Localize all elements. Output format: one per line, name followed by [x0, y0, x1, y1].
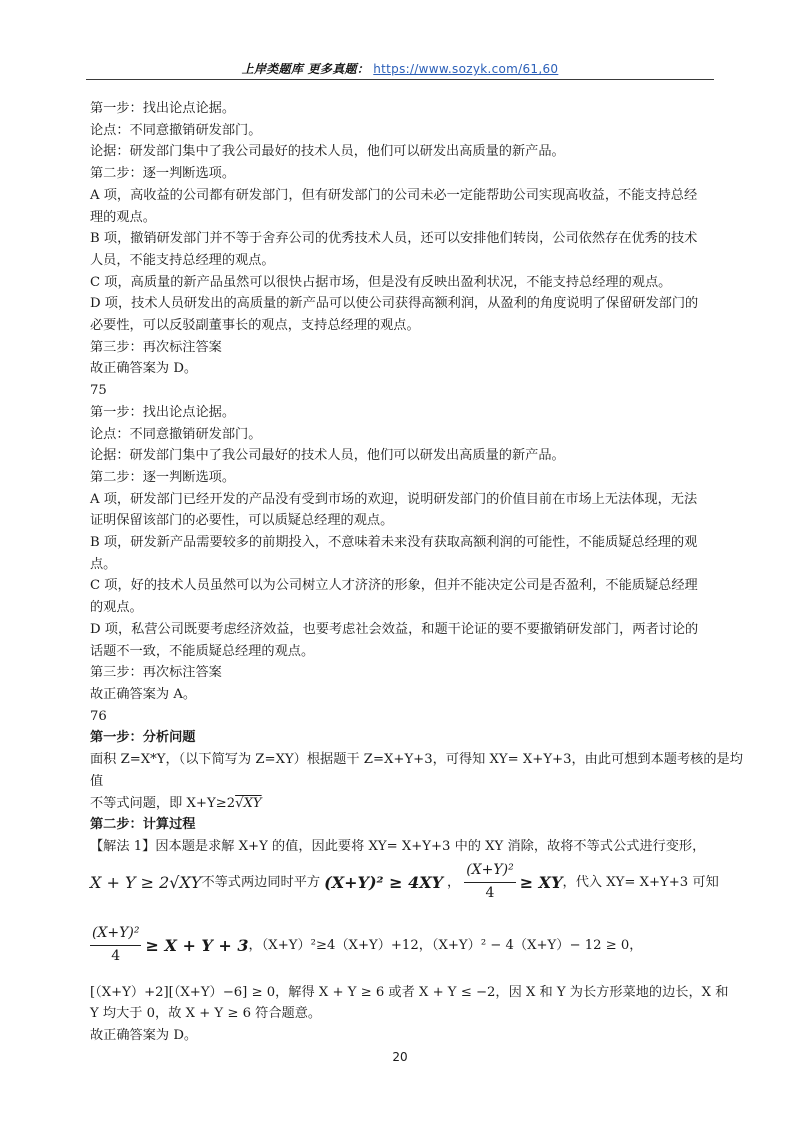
inequality-lhs: X + Y ≥ 2√XY — [90, 872, 202, 892]
option-a-cont: 理的观点。 — [90, 209, 156, 225]
math-line-1: X + Y ≥ 2√XY 不等式两边同时平方 (X+Y)² ≥ 4XY ， $\frac{\text{(X+Y)²}}{4}$ ≥ XY ，代入 XY= X+Y+3 可知 — [90, 860, 746, 906]
step-2: 第二步：逐一判断选项。 — [90, 469, 236, 485]
expansion-text: ，（X+Y）²≥4（X+Y）+12，（X+Y）² − 4（X+Y）− 12 ≥ 0， — [248, 937, 643, 953]
step-2: 第二步：逐一判断选项。 — [90, 166, 236, 182]
fraction-2-rhs: ≥ X + Y + 3 — [145, 935, 249, 955]
option-c: C 项，高质量的新产品虽然可以很快占据市场，但是没有反映出盈利状况，不能支持总经理的观点。 — [90, 274, 672, 290]
square-both-text: 不等式两边同时平方 — [201, 874, 321, 890]
fraction-1-numerator: (X+Y)² — [464, 860, 515, 883]
fraction-2 — [90, 923, 141, 967]
step-3: 第三步：再次标注答案 — [90, 665, 222, 681]
option-b: B 项，研发新产品需要较多的前期投入，不意味着未来没有获取高额利润的可能性，不能质疑总经理的观 — [90, 535, 698, 551]
thesis: 论点：不同意撤销研发部门。 — [90, 426, 262, 442]
option-c: C 项，好的技术人员虽然可以为公司树立人才济济的形象，但并不能决定公司是否盈利，不能质疑总经理 — [90, 578, 698, 594]
analysis-line-1: 面积 Z=X*Y，（以下简写为 Z=XY）根据题干 Z=X+Y+3，可得知 XY= X+Y+3，由此可想到本题考核的是均值 — [90, 752, 743, 789]
fraction-2-denominator: 4 — [111, 948, 121, 965]
option-a-cont: 证明保留该部门的必要性，可以质疑总经理的观点。 — [90, 513, 394, 529]
option-b-cont: 人员，不能支持总经理的观点。 — [90, 252, 275, 268]
header-brand: 上岸类题库 更多真题： — [241, 62, 370, 76]
factor-line: [（X+Y）+2][（X+Y）−6] ≥ 0，解得 X + Y ≥ 6 或者 X + Y ≤ −2，因 X 和 Y 为长方形菜地的边长，X 和 — [90, 984, 729, 1000]
step-2-heading: 第二步：计算过程 — [90, 817, 196, 833]
document-body — [90, 98, 746, 1047]
option-a: A 项，高收益的公司都有研发部门，但有研发部门的公司未必一定能帮助公司实现高收益，不能支持总经 — [90, 187, 698, 203]
page-number: 20 — [392, 1050, 408, 1064]
thesis: 论点：不同意撤销研发部门。 — [90, 122, 262, 138]
answer: 故正确答案为 D。 — [90, 361, 198, 377]
math-line-2 — [90, 914, 746, 978]
squared-inequality: (X+Y)² ≥ 4XY — [324, 872, 444, 892]
analysis-text: 不等式问题，即 X+Y≥2 — [90, 795, 236, 811]
page-header — [0, 60, 800, 77]
answer: 故正确答案为 A。 — [90, 686, 197, 702]
option-d-cont: 话题不一致，不能质疑总经理的观点。 — [90, 643, 315, 659]
sqrt-xy: √XY — [235, 795, 262, 811]
step-1: 第一步：找出论点论据。 — [90, 404, 236, 420]
step-1: 第一步：找出论点论据。 — [90, 101, 236, 116]
fraction-2-numerator: (X+Y)² — [90, 923, 141, 946]
answer: 故正确答案为 D。 — [90, 1028, 198, 1044]
question-number: 76 — [90, 708, 107, 724]
fraction-1 — [464, 860, 515, 904]
argument: 论据：研发部门集中了我公司最好的技术人员，他们可以研发出高质量的新产品。 — [90, 144, 565, 160]
header-link[interactable]: https://www.sozyk.com/61,60 — [373, 62, 559, 76]
analysis-line-2 — [90, 793, 746, 815]
step-3: 第三步：再次标注答案 — [90, 339, 222, 355]
option-d-cont: 必要性，可以反驳副董事长的观点，支持总经理的观点。 — [90, 318, 420, 334]
question-number: 75 — [90, 383, 107, 399]
option-d: D 项，私营公司既要考虑经济效益，也要考虑社会效益，和题干论证的要不要撤销研发部门，两者讨论的 — [90, 621, 699, 637]
option-b-cont: 点。 — [90, 556, 117, 572]
argument: 论据：研发部门集中了我公司最好的技术人员，他们可以研发出高质量的新产品。 — [90, 448, 565, 464]
option-d: D 项，技术人员研发出的高质量的新产品可以使公司获得高额利润，从盈利的角度说明了保留研发部门的 — [90, 296, 699, 312]
solution-intro: 【解法 1】因本题是求解 X+Y 的值，因此要将 XY= X+Y+3 中的 XY 消除，故将不等式公式进行变形， — [90, 838, 706, 854]
substitute-text: ，代入 XY= X+Y+3 可知 — [562, 874, 719, 890]
fraction-1-rhs: ≥ XY — [519, 872, 563, 892]
option-b: B 项，撤销研发部门并不等于舍弃公司的优秀技术人员，还可以安排他们转岗，公司依然存在优秀的技术 — [90, 231, 698, 247]
header-divider — [86, 79, 714, 80]
step-1-heading: 第一步：分析问题 — [90, 730, 196, 746]
fraction-1-denominator: 4 — [485, 885, 495, 902]
conclusion-line: Y 均大于 0，故 X + Y ≥ 6 符合题意。 — [90, 1006, 322, 1022]
option-c-cont: 的观点。 — [90, 600, 143, 616]
option-a: A 项，研发部门已经开发的产品没有受到市场的欢迎，说明研发部门的价值目前在市场上无法体现，无法 — [90, 491, 698, 507]
